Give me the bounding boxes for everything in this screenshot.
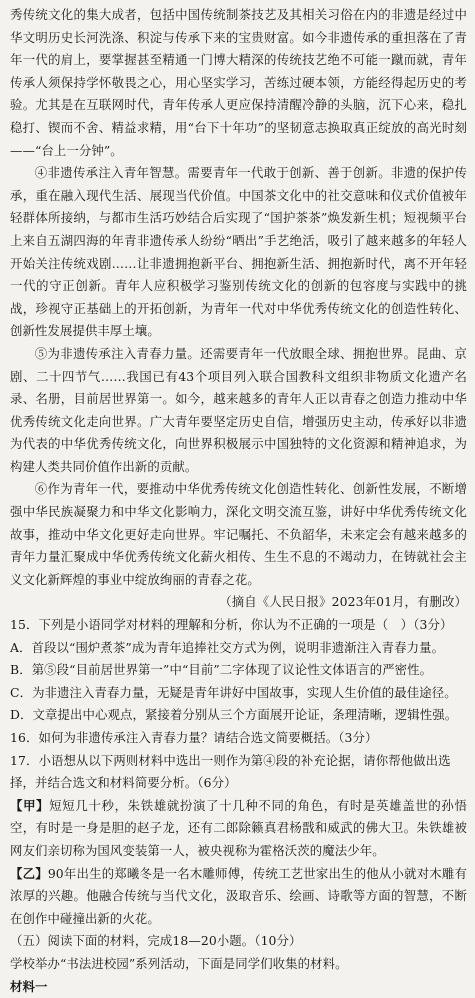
material-a-text: 短短几十秒，朱铁雄就扮演了十几种不同的角色，有时是英雄盖世的孙悟空，有时是一身是胆的赵子龙，还有二郎除籁真君杨戬和威武的佛大卫。朱铁雄被网友们亲切称为国风变装第一人，被央视称为霍格沃茨的魔法少年。 xyxy=(10,797,467,858)
section-5-heading: （五）阅读下面的材料，完成18—20小题。（10分） xyxy=(10,933,302,949)
question-15-option-b: B．第⑤段“目前居世界第一”中“目前”二字体现了议论性文体语言的严密性。 xyxy=(10,662,433,678)
material-a-label: 【甲】 xyxy=(10,797,50,813)
question-15-option-d: D．文章提出中心观点，紧接着分别从三个方面展开论证，条理清晰，逻辑性强。 xyxy=(10,707,458,723)
question-15-stem: 15．下列是小语同学对材料的理解和分析，你认为不正确的一项是（ ）（3分） xyxy=(10,617,453,633)
material-a xyxy=(10,795,467,863)
paragraph-6: ⑥作为青年一代，要推动中华优秀传统文化创造性转化、创新性发展，不断增强中华民族凝聚力和中华文化影响力，深化文明交流互鉴，讲好中华优秀传统文化故事，推动中华文化更好走向世界。牢记嘱托、不负韶华，未来定会有越来越多的青年力量汇聚成中华优秀传统文化薪火相传、生生不息的不竭动力，在铸就社会主义文化新辉煌的事业中绽放绚丽的青春之花。 xyxy=(10,481,467,587)
intro-paragraph: 秀传统文化的集大成者，包括中国传统制茶技艺及其相关习俗在内的非遗是经过中华文明历史长河洗涤、积淀与传承下来的宝贵财富。如今非遗传承的重担落在了青年一代的肩上，要掌握甚至精通一门博大精深的传统技艺绝不可能一蹴而就，青年传承人须保持学怀敬畏之心，用心坚实学习，苦练过硬本领，方能经得起历史的考验。尤其是在互联网时代，青年传承人更应保持清醒冷静的头脑，沉下心来，稳扎稳打、锲而不舍、精益求精，用“台下十年功”的坚韧意志换取真正绽放的高光时刻——“台上一分钟”。 xyxy=(10,7,467,158)
source-citation: （摘自《人民日报》2023年01月，有删改） xyxy=(219,594,467,610)
material-b-text: 90年出生的郑曦冬是一名木雕师傅，传统工艺世家出生的他从小就对木雕有浓厚的兴趣。他融合传统与当代文化，汲取音乐、绘画、诗歌等方面的智慧，不断在创作中碰撞出新的火花。 xyxy=(10,865,467,926)
paragraph-5: ⑤为非遗传承注入青春力量。还需要青年一代放眼全球、拥抱世界。昆曲、京剧、二十四节气……我国已有43个项目列入联合国教科文组织非物质文化遗产名录、名册，目前居世界第一。如今，越来越多的青年人正以青春之创造力推动中华优秀传统文化走向世界。广大青年要坚定历史自信，增强历史主动，传承好以非遗为代表的中华优秀传统文化，向世界积极展示中国独特的文化资源和精神追求，为构建人类共同价值作出新的贡献。 xyxy=(10,345,467,474)
paragraph-4: ④非遗传承注入青年智慧。需要青年一代敢于创新、善于创新。非遗的保护传承，重在融入现代生活、展现当代价值。中国茶文化中的社交意味和仪式价值被年轻群体所接纳，与都市生活巧妙结合后实现了“国护茶茶”焕发新生机；短视频平台上来自五湖四海的年青非遗传承人纷纷“晒出”手艺绝活，吸引了越来越多的年轻人开始关注传统戏剧……让非遗拥抱新平台、拥抱新生活、拥抱新时代，离不开年轻一代的守正创新。青年人应积极学习鉴别传统文化的创新的包容度与实践中的挑战，珍视守正基础上的开拓创新，为青年一代对中华优秀传统文化的创造性转化、创新性发展提供丰厚土壤。 xyxy=(10,165,467,339)
question-15-option-a: A．首段以“围炉煮茶”成为青年追捧社交方式为例，说明非遗渐注入青春力量。 xyxy=(10,639,445,655)
question-15-option-c: C．为非遗注入青春力量，无疑是青年讲好中国故事，实现人生价值的最佳途径。 xyxy=(10,684,457,700)
material-b xyxy=(10,863,467,931)
material-b-label: 【乙】 xyxy=(10,865,48,881)
material-one-label: 材料一 xyxy=(10,978,48,994)
question-16: 16．如何为非遗传承注入青春力量？请结合选文简要概括。（3分） xyxy=(10,730,378,745)
question-17: 17．小语想从以下两则材料中选出一则作为第④段的补充论据，请你帮他做出选择，并结合选文和材料简要分析。（6分） xyxy=(10,752,451,791)
section-5-intro: 学校举办“书法进校园”系列活动，下面是同学们收集的材料。 xyxy=(10,955,348,971)
